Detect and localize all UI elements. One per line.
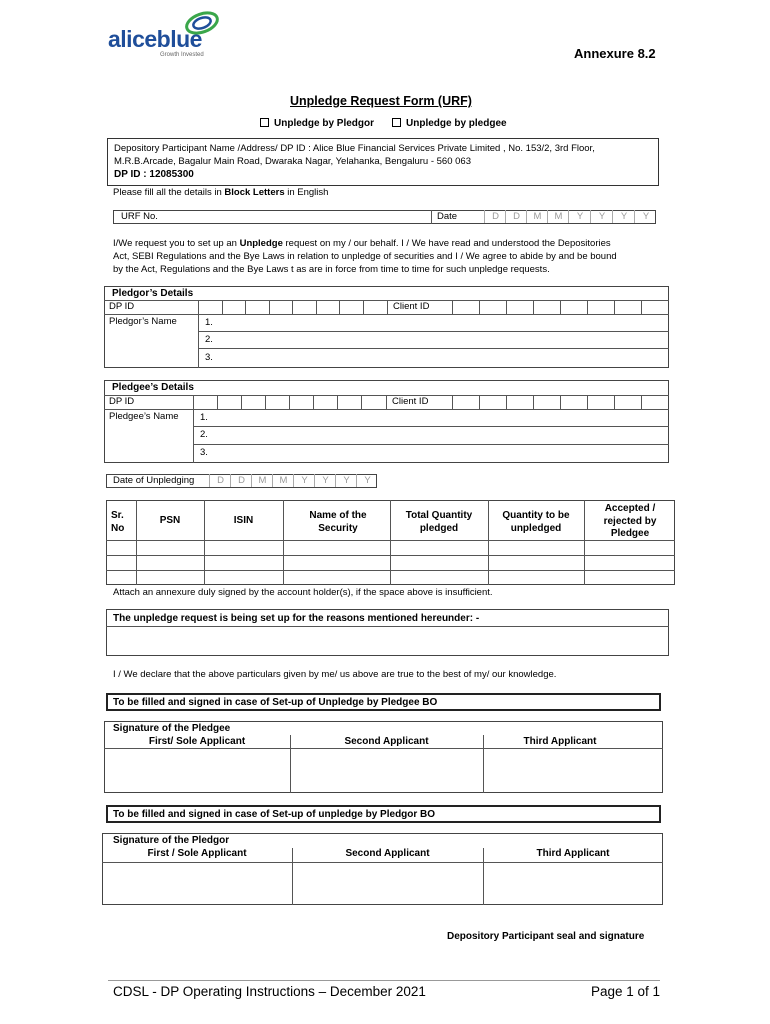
date-char[interactable]: Y: [356, 474, 378, 487]
pledgee-dp-id-label: DP ID: [109, 396, 135, 407]
table-header-security-name: Name of the Security: [309, 510, 367, 534]
annexure-label: Annexure 8.2: [574, 46, 656, 61]
dp-seal-label: Depository Participant seal and signature: [447, 931, 645, 942]
form-title: Unpledge Request Form (URF): [290, 94, 472, 108]
pledgee-col-third: Third Applicant: [523, 736, 597, 747]
pledgee-signature-label: Signature of the Pledgee: [113, 723, 231, 734]
pledgor-name-label: Pledgor’s Name: [109, 316, 177, 327]
request-line2: Act, SEBI Regulations and the Bye Laws in relation to unpledge of securities and I / We agree to abide by and be bound: [113, 251, 617, 262]
company-logo: [108, 10, 223, 62]
checkbox-pledgee[interactable]: [392, 118, 401, 127]
declaration: I / We declare that the above particulars given by me/ us above are true to the best of my/ our knowledge.: [113, 669, 557, 680]
footer-page-number: Page 1 of 1: [591, 984, 661, 999]
pledgee-name-row[interactable]: 1.: [200, 412, 208, 423]
pledgee-signature-first[interactable]: [105, 749, 289, 792]
date-char[interactable]: M: [526, 210, 548, 223]
table-header-accepted: Accepted / rejected by Pledgee: [603, 503, 657, 539]
pledgor-heading: Pledgor’s Details: [112, 288, 194, 299]
pledgor-dp-id-label: DP ID: [109, 301, 135, 312]
table-header-psn: PSN: [159, 515, 181, 526]
request-line3: by the Act, Regulations and the Bye Laws t as are in force from time to time for such unpledge requests.: [113, 264, 550, 275]
pledgor-col-second: Second Applicant: [345, 848, 430, 859]
pledgee-col-first: First/ Sole Applicant: [148, 736, 246, 747]
pledgee-name-row[interactable]: 3.: [200, 447, 208, 458]
pledgor-signature-first[interactable]: [103, 863, 291, 904]
option-pledgor[interactable]: Unpledge by Pledgor: [260, 118, 374, 129]
date-char[interactable]: M: [547, 210, 569, 223]
pledgee-client-id-label: Client ID: [392, 396, 429, 407]
urf-date-label: Date: [437, 211, 458, 222]
date-char[interactable]: D: [505, 210, 527, 223]
reasons-input[interactable]: [107, 627, 668, 655]
table-header-srno: Sr. No: [111, 510, 125, 534]
unpledge-date-label: Date of Unpledging: [113, 475, 195, 486]
date-char[interactable]: Y: [634, 210, 657, 223]
urf-label: URF No.: [121, 211, 158, 222]
urf-date-boxes[interactable]: [484, 210, 656, 224]
dp-id: DP ID : 12085300: [114, 169, 194, 180]
pledgor-signature-third[interactable]: [484, 863, 662, 904]
table-header-isin: ISIN: [233, 515, 254, 526]
pledgee-signature-third[interactable]: [484, 749, 662, 792]
pledgee-signature-second[interactable]: [291, 749, 482, 792]
date-char[interactable]: M: [272, 474, 294, 487]
request-line1: I/We request you to set up an Unpledge request on my / our behalf. I / We have read and understood the Depositories: [113, 238, 611, 249]
pledgor-dp-id-boxes[interactable]: [198, 300, 388, 314]
date-char[interactable]: Y: [293, 474, 315, 487]
pledgee-section-heading: To be filled and signed in case of Set-up of Unpledge by Pledgee BO: [113, 697, 438, 708]
pledgee-col-second: Second Applicant: [344, 736, 429, 747]
footer-rule: [108, 980, 660, 981]
pledgor-name-row[interactable]: 2.: [205, 334, 213, 345]
date-char[interactable]: Y: [590, 210, 613, 223]
logo-tagline: Growth Invested: [160, 52, 204, 58]
date-char[interactable]: Y: [612, 210, 635, 223]
footer-left: CDSL - DP Operating Instructions – December 2021: [113, 984, 426, 999]
pledgee-client-id-boxes[interactable]: [452, 395, 669, 409]
pledgee-name-label: Pledgee’s Name: [109, 411, 179, 422]
dp-info-line1: Depository Participant Name /Address/ DP ID : Alice Blue Financial Services Private Limited , No. 153/2, 3rd Floor,: [114, 143, 595, 154]
annexure-note: Attach an annexure duly signed by the account holder(s), if the space above is insufficient.: [113, 587, 493, 598]
table-header-unpledge-qty: Quantity to be unpledged: [502, 510, 570, 534]
logo-brand-text: aliceblue: [108, 26, 202, 52]
fill-note: Please fill all the details in Block Letters in English: [113, 187, 329, 198]
pledgor-client-id-label: Client ID: [393, 301, 430, 312]
pledgor-signature-second[interactable]: [293, 863, 482, 904]
pledgee-dp-id-boxes[interactable]: [193, 395, 387, 409]
pledgor-section-heading: To be filled and signed in case of Set-up of unpledge by Pledgor BO: [113, 809, 436, 820]
pledgee-name-row[interactable]: 2.: [200, 429, 208, 440]
table-header-total-qty: Total Quantity pledged: [405, 510, 473, 534]
pledgor-col-third: Third Applicant: [536, 848, 610, 859]
pledgor-client-id-boxes[interactable]: [452, 300, 669, 314]
unpledge-date-boxes[interactable]: [209, 474, 377, 488]
date-char[interactable]: D: [230, 474, 252, 487]
date-char[interactable]: Y: [314, 474, 336, 487]
checkbox-pledgor[interactable]: [260, 118, 269, 127]
pledgor-name-row[interactable]: 3.: [205, 352, 213, 363]
option-pledgee[interactable]: Unpledge by pledgee: [392, 118, 507, 129]
reasons-heading: The unpledge request is being set up for the reasons mentioned hereunder: -: [113, 613, 480, 624]
dp-info-line2: M.R.B.Arcade, Bagalur Main Road, Dwaraka Nagar, Yelahanka, Bengaluru - 560 063: [114, 156, 471, 167]
pledgor-signature-label: Signature of the Pledgor: [113, 835, 230, 846]
pledgee-heading: Pledgee’s Details: [112, 382, 194, 393]
date-char[interactable]: D: [209, 474, 231, 487]
date-char[interactable]: D: [484, 210, 506, 223]
date-char[interactable]: M: [251, 474, 273, 487]
pledgor-col-first: First / Sole Applicant: [147, 848, 247, 859]
date-char[interactable]: Y: [568, 210, 591, 223]
request-paragraph: [113, 237, 663, 276]
pledgor-name-row[interactable]: 1.: [205, 317, 213, 328]
date-char[interactable]: Y: [335, 474, 357, 487]
